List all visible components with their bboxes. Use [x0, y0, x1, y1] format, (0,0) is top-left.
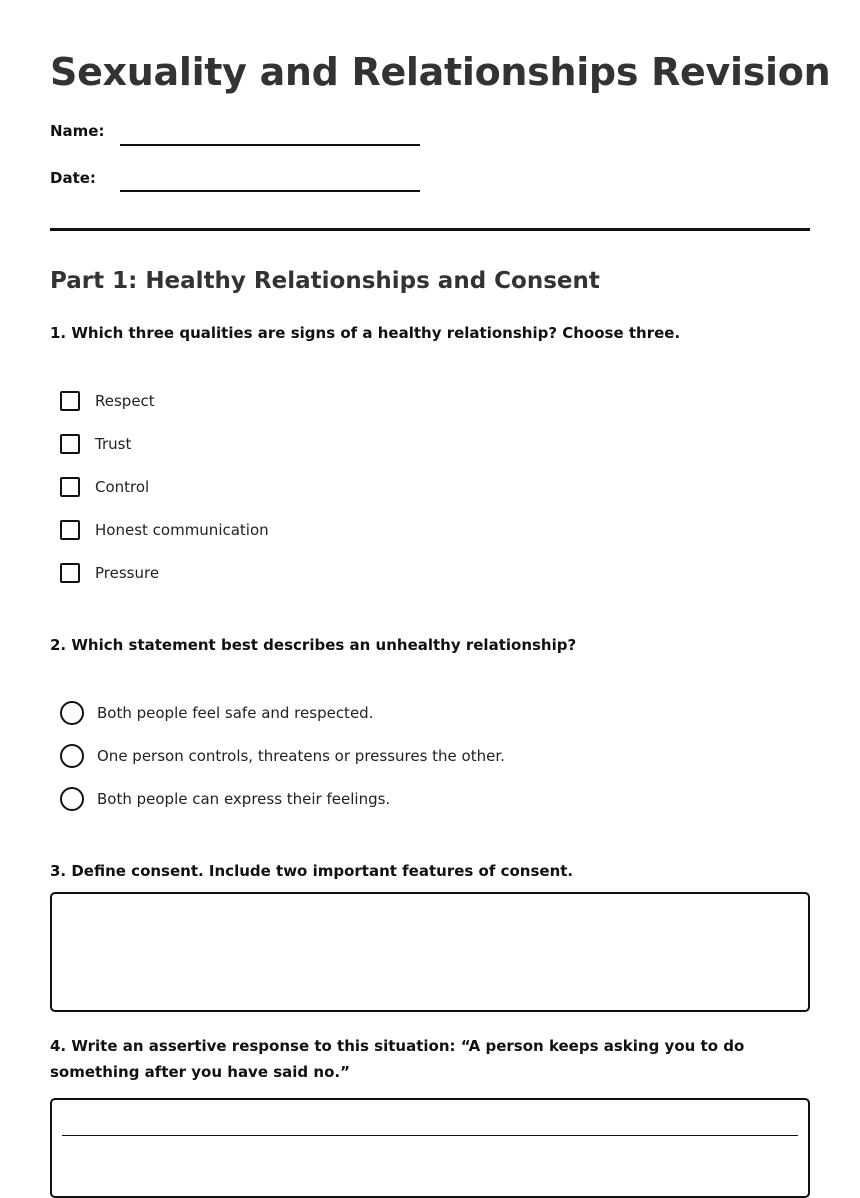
q2-option-2[interactable] — [60, 743, 505, 769]
q2-option-3[interactable] — [60, 786, 390, 812]
checkbox[interactable] — [60, 520, 80, 540]
question-4: 4. Write an assertive response to this situation: “A person keeps asking you to do something after you have said no.” — [50, 1037, 745, 1081]
checkbox[interactable] — [60, 391, 80, 411]
name-label: Name: — [50, 122, 105, 140]
option-label: Honest communication — [95, 521, 269, 539]
name-input[interactable] — [120, 144, 420, 146]
option-label: Respect — [95, 392, 155, 410]
answer-writing-line — [62, 1135, 798, 1136]
q1-option-honest-communication[interactable] — [60, 517, 269, 543]
header-divider — [50, 228, 810, 231]
radio-button[interactable] — [60, 701, 84, 725]
question-3: 3. Define consent. Include two important features of consent. — [50, 862, 574, 880]
checkbox[interactable] — [60, 477, 80, 497]
date-label: Date: — [50, 169, 96, 187]
radio-button[interactable] — [60, 744, 84, 768]
date-field-row — [50, 169, 450, 199]
name-field-row — [50, 122, 450, 152]
checkbox[interactable] — [60, 563, 80, 583]
q2-option-1[interactable] — [60, 700, 373, 726]
checkbox[interactable] — [60, 434, 80, 454]
q3-answer-box[interactable] — [50, 892, 810, 1012]
option-label: Pressure — [95, 564, 160, 582]
part-1-heading: Part 1: Healthy Relationships and Consent — [50, 268, 600, 294]
option-label: Trust — [95, 435, 132, 453]
question-1: 1. Which three qualities are signs of a healthy relationship? Choose three. — [50, 324, 681, 342]
q1-option-control[interactable] — [60, 474, 149, 500]
option-label: One person controls, threatens or pressures the other. — [97, 747, 505, 765]
question-2: 2. Which statement best describes an unhealthy relationship? — [50, 636, 577, 654]
q1-option-pressure[interactable] — [60, 560, 159, 586]
option-label: Control — [95, 478, 150, 496]
date-input[interactable] — [120, 190, 420, 192]
page-title: Sexuality and Relationships Revision — [50, 50, 831, 94]
q1-option-trust[interactable] — [60, 431, 131, 457]
radio-button[interactable] — [60, 787, 84, 811]
q1-option-respect[interactable] — [60, 388, 155, 414]
option-label: Both people can express their feelings. — [97, 790, 391, 808]
q4-answer-box[interactable] — [50, 1098, 810, 1198]
option-label: Both people feel safe and respected. — [97, 704, 374, 722]
